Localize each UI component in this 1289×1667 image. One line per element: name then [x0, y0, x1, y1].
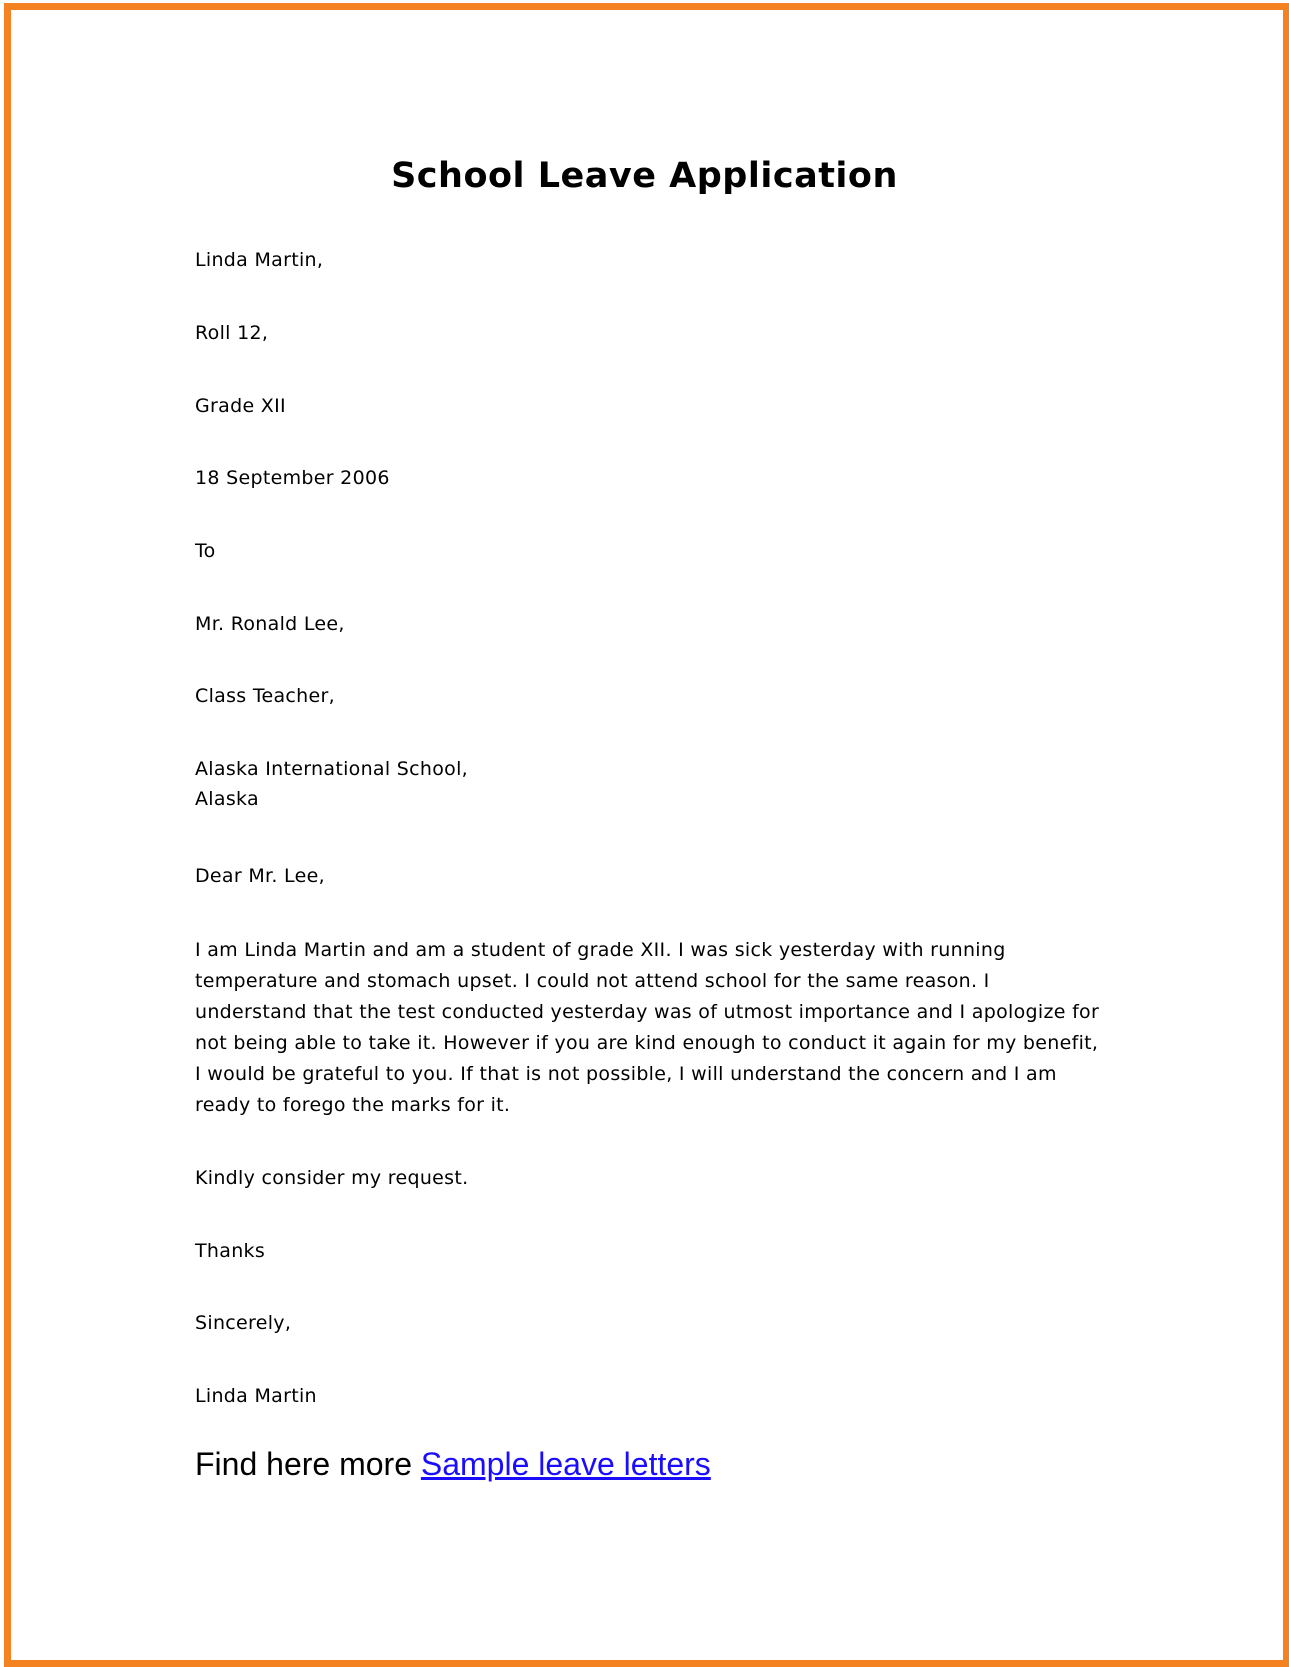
footer-prefix: Find here more: [195, 1446, 421, 1482]
sender-name: Linda Martin,: [195, 249, 324, 271]
letter-date: 18 September 2006: [195, 467, 390, 489]
sender-grade: Grade XII: [195, 395, 286, 417]
sample-leave-letters-link[interactable]: Sample leave letters: [420, 1446, 711, 1482]
recipient-school: Alaska International School,: [195, 758, 468, 780]
thanks-line: Thanks: [195, 1240, 266, 1262]
salutation: Dear Mr. Lee,: [195, 865, 325, 887]
footer-line: [195, 1446, 711, 1483]
recipient-location: Alaska: [195, 788, 259, 810]
recipient-to: To: [195, 540, 216, 562]
letter-body: I am Linda Martin and am a student of grade XII. I was sick yesterday with running temperature and stomach upset. I could not attend school for the same reason. I understand that the test conducted yesterday was of utmost importance and I apologize for not being able to take it. However if you are kind enough to conduct it again for my benefit, I would be grateful to you. If that is not possible, I will understand the concern and I am ready to forego the marks for it.: [195, 939, 1100, 1116]
closing-line: Sincerely,: [195, 1312, 292, 1334]
recipient-role: Class Teacher,: [195, 685, 335, 707]
signature: Linda Martin: [195, 1385, 317, 1407]
recipient-name: Mr. Ronald Lee,: [195, 613, 345, 635]
request-line: Kindly consider my request.: [195, 1167, 469, 1189]
sender-roll: Roll 12,: [195, 322, 269, 344]
page-title: School Leave Application: [391, 156, 898, 196]
